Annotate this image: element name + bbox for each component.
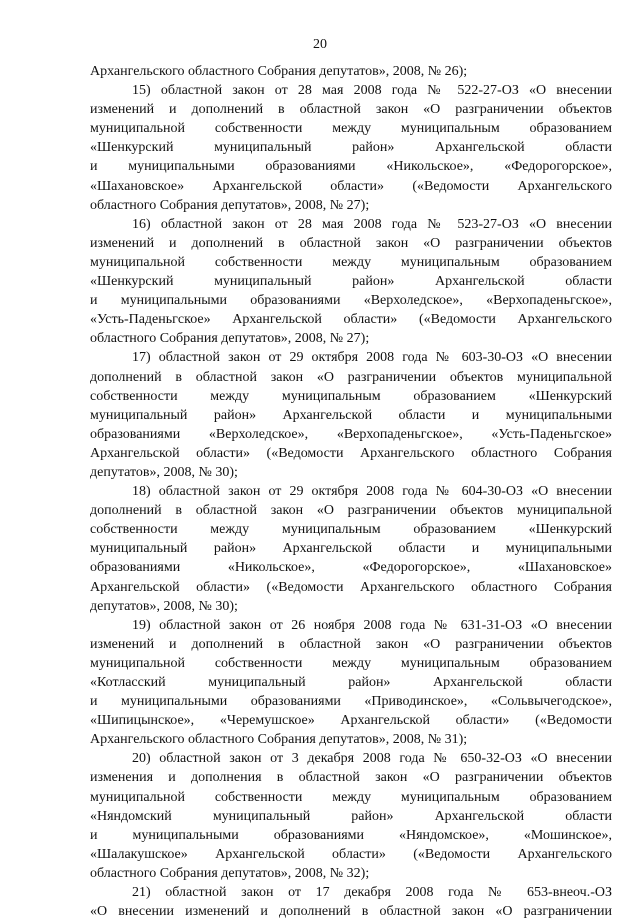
page-number: 20	[313, 37, 327, 52]
text-line: 15) областной закон от 28 мая 2008 года № 522-27-ОЗ «О внесении	[132, 83, 612, 99]
text-line: и муниципальными образованиями «Приводинское», «Сольвычегодское»,	[90, 694, 612, 710]
text-line: собственности между муниципальным образованием «Шенкурский	[90, 522, 612, 538]
text-line: дополнений в областной закон «О разграничении объектов муниципальной	[90, 369, 612, 385]
text-line: изменения и дополнения в областной закон «О разграничении объектов	[90, 770, 612, 786]
text-line: дополнений в областной закон «О разграничении объектов муниципальной	[90, 503, 612, 519]
text-line: «Котласский муниципальный район» Архангельской области	[90, 675, 612, 690]
text-line: областного Собрания депутатов», 2008, № 32);	[90, 865, 370, 881]
text-line: муниципальный район» Архангельской области и муниципальными	[90, 407, 612, 423]
text-line: «Няндомский муниципальный район» Архангельской области	[90, 808, 612, 824]
text-line: областного Собрания депутатов», 2008, № 27);	[90, 331, 370, 347]
text-line: депутатов», 2008, № 30);	[90, 464, 238, 480]
text-line: областного Собрания депутатов», 2008, № 27);	[90, 197, 370, 213]
text-line: «Шипицынское», «Черемушское» Архангельской области» («Ведомости	[90, 713, 612, 729]
text-line: изменений и дополнений в областной закон «О разграничении объектов	[90, 636, 612, 652]
text-line: депутатов», 2008, № 30);	[90, 598, 238, 614]
text-line: и муниципальными образованиями «Никольское», «Федорогорское»,	[90, 159, 612, 175]
text-line: 21) областной закон от 17 декабря 2008 года № 653-внеоч.-ОЗ	[132, 885, 612, 901]
text-line: «О внесении изменений и дополнений в областной закон «О разграничении	[90, 904, 612, 920]
text-line: 20) областной закон от 3 декабря 2008 года № 650-32-ОЗ «О внесении	[132, 751, 612, 767]
text-line: изменений и дополнений в областной закон «О разграничении объектов	[90, 235, 612, 251]
text-line: образованиями «Верхоледское», «Верхопаденьгское», «Усть-Паденьгское»	[90, 426, 612, 442]
text-line: Архангельского областного Собрания депутатов», 2008, № 26);	[90, 64, 468, 79]
text-line: собственности между муниципальным образованием «Шенкурский	[90, 388, 612, 404]
text-line: 17) областной закон от 29 октября 2008 года № 603-30-ОЗ «О внесении	[132, 350, 612, 366]
text-line: и муниципальными образованиями «Верхоледское», «Верхопаденьгское»,	[90, 293, 612, 309]
text-line: изменений и дополнений в областной закон «О разграничении объектов	[90, 102, 612, 118]
text-line: образованиями «Никольское», «Федорогорское», «Шахановское»	[90, 560, 612, 576]
text-line: «Усть-Паденьгское» Архангельской области» («Ведомости Архангельского	[90, 312, 612, 328]
text-line: муниципальный район» Архангельской области и муниципальными	[90, 541, 612, 557]
text-line: Архангельской области» («Ведомости Архангельского областного Собрания	[90, 579, 612, 595]
text-line: «Шенкурский муниципальный район» Архангельской области	[90, 140, 612, 156]
text-line: муниципальной собственности между муниципальным образованием	[90, 121, 612, 137]
text-line: 18) областной закон от 29 октября 2008 года № 604-30-ОЗ «О внесении	[132, 484, 612, 500]
text-line: муниципальной собственности между муниципальным образованием	[90, 789, 612, 805]
text-line: Архангельской области» («Ведомости Архангельского областного Собрания	[90, 445, 612, 461]
text-line: Архангельского областного Собрания депутатов», 2008, № 31);	[90, 732, 468, 748]
document-body	[90, 62, 612, 921]
text-line: 19) областной закон от 26 ноября 2008 года № 631-31-ОЗ «О внесении	[132, 617, 612, 633]
text-line: «Шахановское» Архангельской области» («Ведомости Архангельского	[90, 178, 612, 194]
text-line: муниципальной собственности между муниципальным образованием	[90, 655, 612, 671]
text-line: «Шалакушское» Архангельской области» («Ведомости Архангельского	[90, 846, 612, 862]
text-line: муниципальной собственности между муниципальным образованием	[90, 254, 612, 270]
text-line: 16) областной закон от 28 мая 2008 года № 523-27-ОЗ «О внесении	[132, 216, 612, 232]
text-line: «Шенкурский муниципальный район» Архангельской области	[90, 274, 612, 290]
text-line: и муниципальными образованиями «Няндомское», «Мошинское»,	[90, 827, 612, 843]
